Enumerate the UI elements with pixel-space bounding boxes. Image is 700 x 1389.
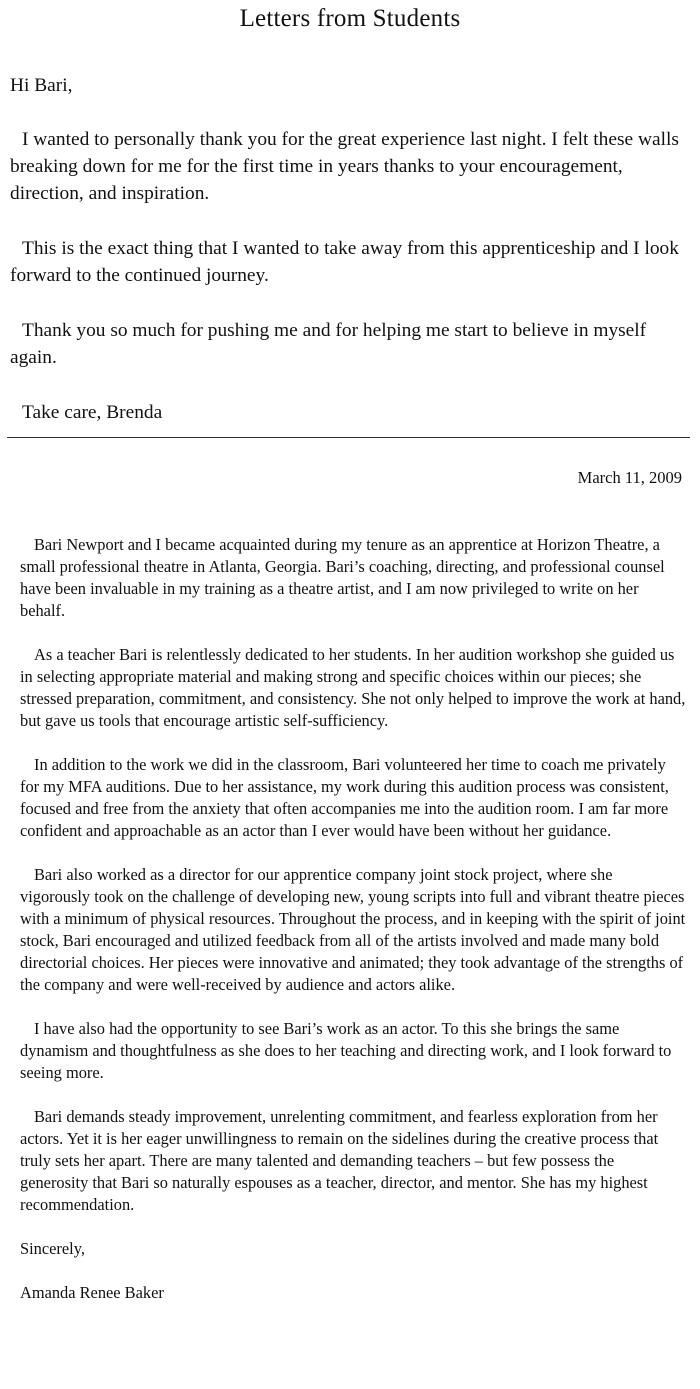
letter-paragraph: This is the exact thing that I wanted to take away from this apprenticeship and I look forward to the continued journey. xyxy=(10,238,679,286)
letter-signature: Amanda Renee Baker xyxy=(20,1283,164,1302)
letter-greeting: Hi Bari, xyxy=(10,75,73,96)
letter-paragraph: Bari Newport and I became acquainted during my tenure as an apprentice at Horizon Theatre, a small professional theatre in Atlanta, Georgia. Bari’s coaching, directing, and professional counsel have been invaluable in my training as a theatre artist, and I am now privileged to write on her behalf. xyxy=(20,535,665,620)
page-title: Letters from Students xyxy=(239,5,461,32)
letter-paragraph: In addition to the work we did in the classroom, Bari volunteered her time to coach me privately for my MFA auditions. Due to her assistance, my work during this audition process was consistent, focused and free from the anxiety that often accompanies me into the audition room. I am far more confident and approachable as an actor than I ever would have been without her guidance. xyxy=(20,755,669,840)
letter-signoff: Take care, Brenda xyxy=(22,402,163,423)
letter-closing: Sincerely, xyxy=(20,1239,85,1258)
letter-date: March 11, 2009 xyxy=(577,468,682,487)
letter-paragraph: As a teacher Bari is relentlessly dedicated to her students. In her audition workshop she guided us in selecting appropriate material and making strong and specific choices within our pieces; she stressed preparation, commitment, and consistency. She not only helped to improve the work at hand, but gave us tools that encourage artistic self-sufficiency. xyxy=(20,645,686,730)
letter-paragraph: Thank you so much for pushing me and for helping me start to believe in myself again. xyxy=(10,320,647,368)
letter-from-brenda xyxy=(10,72,692,426)
section-divider xyxy=(7,437,690,438)
letter-paragraph: Bari demands steady improvement, unrelenting commitment, and fearless exploration from her actors. Yet it is her eager unwillingness to remain on the sidelines during the creative process that truly sets her apart. There are many talented and demanding teachers – but few possess the generosity that Bari so naturally espouses as a teacher, director, and mentor. She has my highest recommendation. xyxy=(20,1107,659,1214)
recommendation-letter xyxy=(20,534,686,1304)
letter-paragraph: I have also had the opportunity to see Bari’s work as an actor. To this she brings the same dynamism and thoughtfulness as she does to her teaching and directing work, and I look forward to seeing more. xyxy=(20,1019,672,1082)
letter-paragraph: Bari also worked as a director for our apprentice company joint stock project, where she vigorously took on the challenge of developing new, young scripts into full and vibrant theatre pieces with a minimum of physical resources. Throughout the process, and in keeping with the spirit of joint stock, Bari encouraged and utilized feedback from all of the artists involved and made many bold directorial choices. Her pieces were innovative and animated; they took advantage of the strengths of the company and were well-received by audience and actors alike. xyxy=(20,865,686,994)
letter-paragraph: I wanted to personally thank you for the great experience last night. I felt these walls breaking down for me for the first time in years thanks to your encouragement, direction, and inspiration. xyxy=(10,129,679,204)
